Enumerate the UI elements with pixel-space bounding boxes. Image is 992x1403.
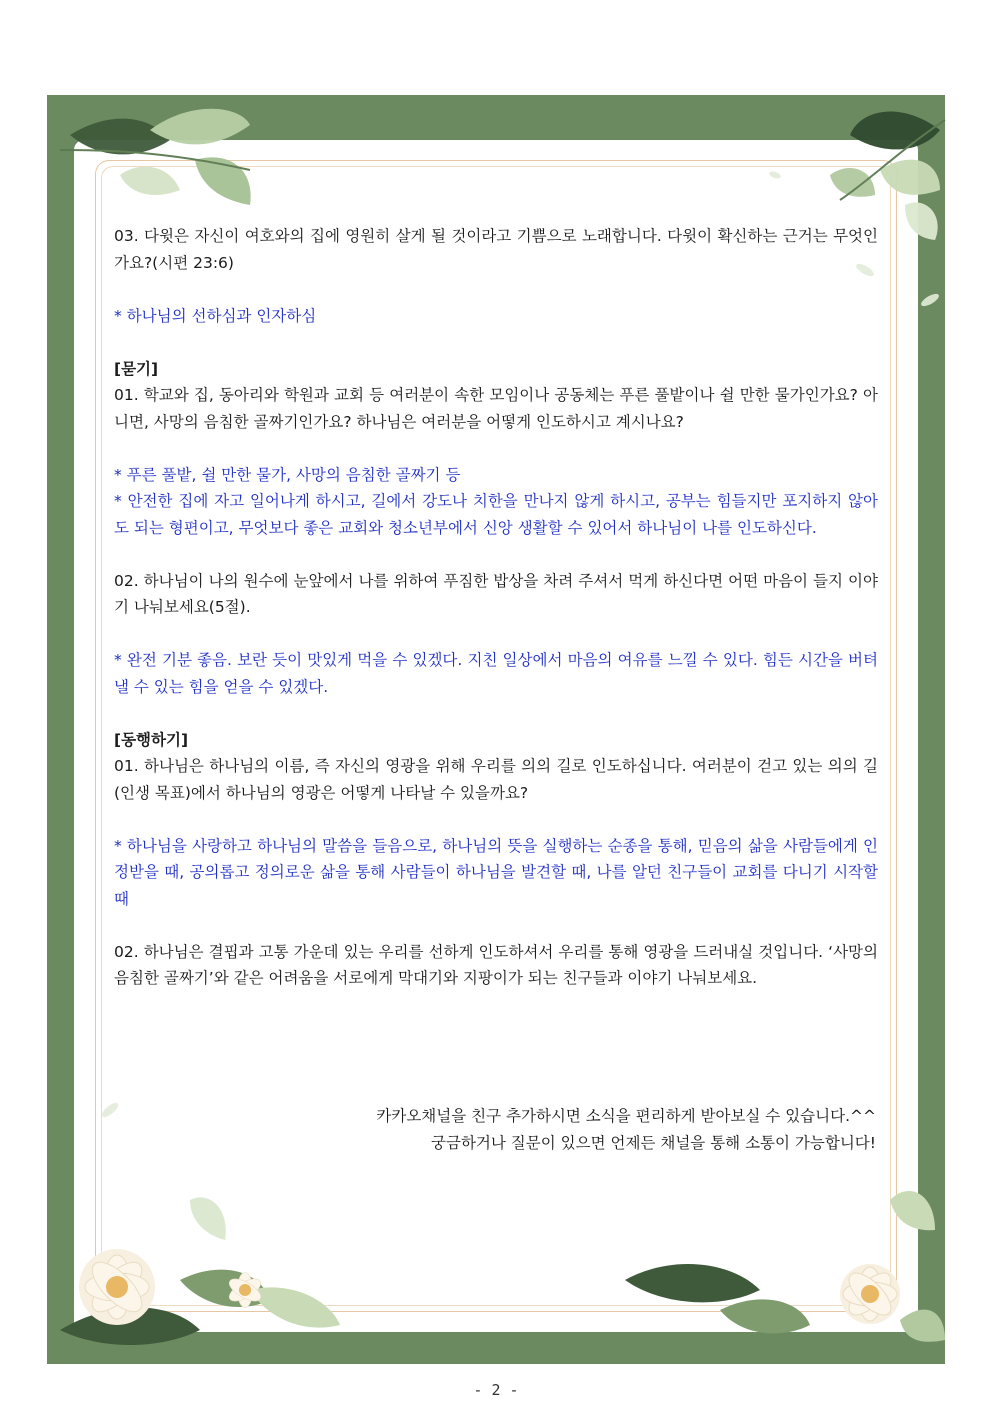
walk-question-01: 01. 하나님은 하나님의 이름, 즉 자신의 영광을 위해 우리를 의의 길로 인도하십니다. 여러분이 걷고 있는 의의 길(인생 목표)에서 하나님의 영광은 어떻게 나타날 수 있을까요? [114,757,878,802]
spacer [114,806,878,833]
walk-question-02: 02. 하나님은 결핍과 고통 가운데 있는 우리를 선하게 인도하셔서 우리를 통해 영광을 드러내실 것입니다. ‘사망의 음침한 골짜기’와 같은 어려움을 서로에게 막대기와 지팡이가 되는 친구들과 이야기 나눠보세요. [114,942,878,987]
spacer [114,541,878,568]
spacer [114,276,878,303]
ask-question-01: 01. 학교와 집, 동아리와 학원과 교회 등 여러분이 속한 모임이나 공동체는 푸른 풀밭이나 쉴 만한 물가인가요? 아니면, 사망의 음침한 골짜기인가요? 하나님은 여러분을 어떻게 인도하시고 계시나요? [114,386,878,431]
ask-answer-01-line1: * 푸른 풀밭, 쉴 만한 물가, 사망의 음침한 골짜기 등 [114,465,461,484]
ask-question-02: 02. 하나님이 나의 원수에 눈앞에서 나를 위하여 푸짐한 밥상을 차려 주셔서 먹게 하신다면 어떤 마음이 들지 이야기 나눠보세요(5절). [114,571,878,616]
spacer [114,700,878,727]
spacer [114,329,878,356]
spacer [114,621,878,648]
closing-line-1: 카카오채널을 친구 추가하시면 소식을 편리하게 받아보실 수 있습니다.^^ [376,1107,876,1125]
answer-03: * 하나님의 선하심과 인자하심 [114,306,317,325]
question-03: 03. 다윗은 자신이 여호와의 집에 영원히 살게 될 것이라고 기쁨으로 노래합니다. 다윗이 확신하는 근거는 무엇인가요?(시편 23:6) [114,227,878,272]
closing-note [376,1103,876,1157]
walk-answer-01: * 하나님을 사랑하고 하나님의 말씀을 들음으로, 하나님의 뜻을 실행하는 순종을 통해, 믿음의 삶을 사람들에게 인정받을 때, 공의롭고 정의로운 삶을 통해 사람들이 하나님을 발견할 때, 나를 알던 친구들이 교회를 다니기 시작할 때 [114,836,878,908]
ask-answer-01-line2: * 안전한 집에 자고 일어나게 하시고, 길에서 강도나 치한을 만나지 않게 하시고, 공부는 힘들지만 포지하지 않아도 되는 형편이고, 무엇보다 좋은 교회와 청소년부에서 신앙 생활할 수 있어서 하나님이 나를 인도하신다. [114,492,878,537]
document-body [114,223,878,992]
closing-line-2: 궁금하거나 질문이 있으면 언제든 채널을 통해 소통이 가능합니다! [431,1134,876,1152]
spacer [114,435,878,462]
section-heading-walk: [동행하기] [114,730,189,749]
ask-answer-02: * 완전 기분 좋음. 보란 듯이 맛있게 먹을 수 있겠다. 지친 일상에서 마음의 여유를 느낄 수 있다. 힘든 시간을 버텨낼 수 있는 힘을 얻을 수 있겠다. [114,651,878,696]
spacer [114,912,878,939]
section-heading-ask: [묻기] [114,359,159,378]
page-number: - 2 - [473,1381,519,1399]
